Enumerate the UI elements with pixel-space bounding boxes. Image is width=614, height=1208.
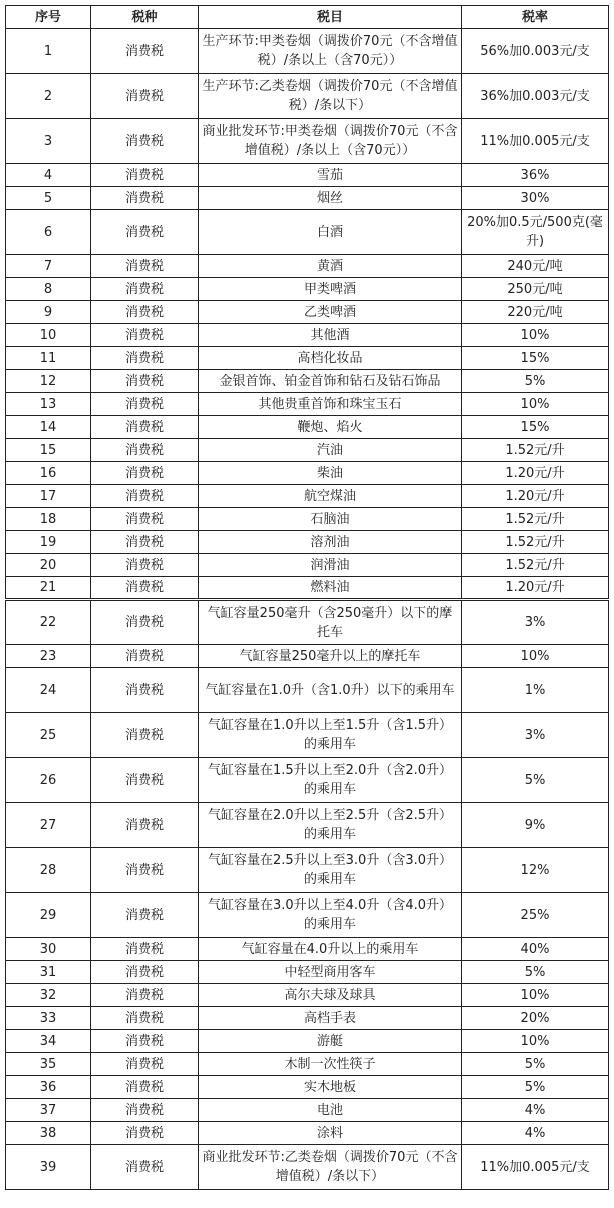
- tax-rate-cell: 20%: [462, 1007, 609, 1030]
- tax-type-cell: 消费税: [91, 848, 199, 893]
- tax-rate-cell: 10%: [462, 984, 609, 1007]
- table-row: [6, 1007, 609, 1030]
- row-number-cell: 9: [6, 301, 91, 324]
- tax-item-cell: 其他酒: [199, 324, 462, 347]
- tax-rate-cell: 220元/吨: [462, 301, 609, 324]
- tax-rate-cell: 15%: [462, 416, 609, 439]
- table-row: [6, 577, 609, 600]
- table-row: [6, 187, 609, 210]
- table-body: [6, 29, 609, 1190]
- table-row: [6, 1122, 609, 1145]
- row-number-cell: 32: [6, 984, 91, 1007]
- tax-rate-cell: 36%加0.003元/支: [462, 74, 609, 119]
- tax-type-cell: 消费税: [91, 1030, 199, 1053]
- tax-rate-cell: 10%: [462, 1030, 609, 1053]
- row-number-cell: 37: [6, 1099, 91, 1122]
- table-row: [6, 462, 609, 485]
- row-number-cell: 13: [6, 393, 91, 416]
- row-number-cell: 11: [6, 347, 91, 370]
- tax-type-cell: 消费税: [91, 119, 199, 164]
- tax-item-cell: 润滑油: [199, 554, 462, 577]
- tax-item-cell: 汽油: [199, 439, 462, 462]
- table-row: [6, 713, 609, 758]
- row-number-cell: 10: [6, 324, 91, 347]
- tax-rate-cell: 56%加0.003元/支: [462, 29, 609, 74]
- tax-type-cell: 消费税: [91, 1053, 199, 1076]
- row-number-cell: 7: [6, 255, 91, 278]
- tax-type-cell: 消费税: [91, 713, 199, 758]
- tax-type-cell: 消费税: [91, 803, 199, 848]
- tax-item-cell: 其他贵重首饰和珠宝玉石: [199, 393, 462, 416]
- tax-item-cell: 燃料油: [199, 577, 462, 600]
- tax-item-cell: 气缸容量在2.0升以上至2.5升（含2.5升）的乘用车: [199, 803, 462, 848]
- table-row: [6, 645, 609, 668]
- tax-type-cell: 消费税: [91, 758, 199, 803]
- tax-item-cell: 高档化妆品: [199, 347, 462, 370]
- tax-item-cell: 雪茄: [199, 164, 462, 187]
- table-row: [6, 668, 609, 713]
- tax-type-cell: 消费税: [91, 301, 199, 324]
- tax-rate-cell: 1%: [462, 668, 609, 713]
- tax-type-cell: 消费税: [91, 210, 199, 255]
- row-number-cell: 14: [6, 416, 91, 439]
- tax-item-cell: 石脑油: [199, 508, 462, 531]
- table-row: [6, 324, 609, 347]
- tax-item-cell: 气缸容量250毫升（含250毫升）以下的摩托车: [199, 600, 462, 645]
- tax-rate-cell: 4%: [462, 1099, 609, 1122]
- tax-type-cell: 消费税: [91, 74, 199, 119]
- table-row: [6, 210, 609, 255]
- consumption-tax-table: [5, 5, 609, 1190]
- table-row: [6, 1099, 609, 1122]
- tax-item-cell: 烟丝: [199, 187, 462, 210]
- row-number-cell: 18: [6, 508, 91, 531]
- tax-item-cell: 中轻型商用客车: [199, 961, 462, 984]
- tax-type-cell: 消费税: [91, 324, 199, 347]
- row-number-cell: 38: [6, 1122, 91, 1145]
- table-row: [6, 255, 609, 278]
- tax-item-cell: 溶剂油: [199, 531, 462, 554]
- tax-rate-cell: 10%: [462, 324, 609, 347]
- tax-type-cell: 消费税: [91, 1007, 199, 1030]
- table-row: [6, 74, 609, 119]
- tax-item-cell: 高尔夫球及球具: [199, 984, 462, 1007]
- tax-rate-cell: 3%: [462, 713, 609, 758]
- tax-type-cell: 消费税: [91, 485, 199, 508]
- tax-type-cell: 消费税: [91, 893, 199, 938]
- row-number-cell: 17: [6, 485, 91, 508]
- tax-rate-cell: 15%: [462, 347, 609, 370]
- tax-rate-cell: 40%: [462, 938, 609, 961]
- tax-type-cell: 消费税: [91, 668, 199, 713]
- tax-type-cell: 消费税: [91, 439, 199, 462]
- tax-rate-cell: 25%: [462, 893, 609, 938]
- tax-rate-cell: 10%: [462, 645, 609, 668]
- tax-rate-cell: 11%加0.005元/支: [462, 1145, 609, 1190]
- tax-item-cell: 甲类啤酒: [199, 278, 462, 301]
- tax-rate-cell: 3%: [462, 600, 609, 645]
- tax-rate-cell: 1.52元/升: [462, 508, 609, 531]
- table-row: [6, 301, 609, 324]
- header-row: [6, 6, 609, 29]
- table-row: [6, 370, 609, 393]
- tax-item-cell: 气缸容量在4.0升以上的乘用车: [199, 938, 462, 961]
- row-number-cell: 15: [6, 439, 91, 462]
- tax-type-cell: 消费税: [91, 370, 199, 393]
- row-number-cell: 28: [6, 848, 91, 893]
- row-number-cell: 24: [6, 668, 91, 713]
- row-number-cell: 36: [6, 1076, 91, 1099]
- tax-type-cell: 消费税: [91, 462, 199, 485]
- tax-rate-cell: 36%: [462, 164, 609, 187]
- row-number-cell: 25: [6, 713, 91, 758]
- tax-type-cell: 消费税: [91, 29, 199, 74]
- row-number-cell: 35: [6, 1053, 91, 1076]
- table-row: [6, 164, 609, 187]
- tax-item-cell: 游艇: [199, 1030, 462, 1053]
- tax-rate-cell: 9%: [462, 803, 609, 848]
- tax-type-cell: 消费税: [91, 393, 199, 416]
- tax-rate-cell: 1.20元/升: [462, 485, 609, 508]
- table-row: [6, 119, 609, 164]
- tax-item-cell: 金银首饰、铂金首饰和钻石及钻石饰品: [199, 370, 462, 393]
- tax-rate-cell: 1.52元/升: [462, 439, 609, 462]
- tax-item-cell: 白酒: [199, 210, 462, 255]
- row-number-cell: 39: [6, 1145, 91, 1190]
- tax-item-cell: 实木地板: [199, 1076, 462, 1099]
- table-row: [6, 848, 609, 893]
- row-number-cell: 30: [6, 938, 91, 961]
- table-row: [6, 554, 609, 577]
- row-number-cell: 26: [6, 758, 91, 803]
- tax-item-cell: 木制一次性筷子: [199, 1053, 462, 1076]
- row-number-cell: 4: [6, 164, 91, 187]
- tax-type-cell: 消费税: [91, 164, 199, 187]
- table-row: [6, 508, 609, 531]
- row-number-cell: 8: [6, 278, 91, 301]
- tax-item-cell: 高档手表: [199, 1007, 462, 1030]
- table-row: [6, 393, 609, 416]
- tax-item-cell: 气缸容量250毫升以上的摩托车: [199, 645, 462, 668]
- tax-item-cell: 航空煤油: [199, 485, 462, 508]
- row-number-cell: 12: [6, 370, 91, 393]
- tax-item-cell: 气缸容量在2.5升以上至3.0升（含3.0升）的乘用车: [199, 848, 462, 893]
- tax-rate-cell: 240元/吨: [462, 255, 609, 278]
- table-row: [6, 1030, 609, 1053]
- table-row: [6, 938, 609, 961]
- tax-item-cell: 生产环节:乙类卷烟（调拨价70元（不含增值税）/条以下）: [199, 74, 462, 119]
- table-row: [6, 278, 609, 301]
- table-row: [6, 600, 609, 645]
- tax-item-cell: 生产环节:甲类卷烟（调拨价70元（不含增值税）/条以上（含70元））: [199, 29, 462, 74]
- tax-type-cell: 消费税: [91, 645, 199, 668]
- table-row: [6, 439, 609, 462]
- table-row: [6, 1145, 609, 1190]
- tax-type-cell: 消费税: [91, 278, 199, 301]
- tax-item-cell: 气缸容量在1.0升（含1.0升）以下的乘用车: [199, 668, 462, 713]
- tax-rate-cell: 12%: [462, 848, 609, 893]
- row-number-cell: 22: [6, 600, 91, 645]
- header-no: 序号: [6, 6, 91, 29]
- tax-type-cell: 消费税: [91, 1145, 199, 1190]
- row-number-cell: 5: [6, 187, 91, 210]
- tax-rate-cell: 30%: [462, 187, 609, 210]
- tax-item-cell: 商业批发环节:乙类卷烟（调拨价70元（不含增值税）/条以下）: [199, 1145, 462, 1190]
- tax-item-cell: 气缸容量在1.5升以上至2.0升（含2.0升）的乘用车: [199, 758, 462, 803]
- table-row: [6, 803, 609, 848]
- table-row: [6, 1053, 609, 1076]
- row-number-cell: 33: [6, 1007, 91, 1030]
- tax-type-cell: 消费税: [91, 255, 199, 278]
- table-row: [6, 1076, 609, 1099]
- tax-type-cell: 消费税: [91, 187, 199, 210]
- tax-item-cell: 电池: [199, 1099, 462, 1122]
- row-number-cell: 16: [6, 462, 91, 485]
- tax-type-cell: 消费税: [91, 600, 199, 645]
- tax-item-cell: 气缸容量在1.0升以上至1.5升（含1.5升）的乘用车: [199, 713, 462, 758]
- header-tax-item: 税目: [199, 6, 462, 29]
- table-header: [6, 6, 609, 29]
- table-row: [6, 29, 609, 74]
- header-tax-rate: 税率: [462, 6, 609, 29]
- tax-rate-cell: 10%: [462, 393, 609, 416]
- tax-type-cell: 消费税: [91, 416, 199, 439]
- tax-type-cell: 消费税: [91, 1076, 199, 1099]
- tax-type-cell: 消费税: [91, 531, 199, 554]
- tax-rate-cell: 5%: [462, 370, 609, 393]
- row-number-cell: 23: [6, 645, 91, 668]
- row-number-cell: 2: [6, 74, 91, 119]
- row-number-cell: 1: [6, 29, 91, 74]
- tax-rate-cell: 5%: [462, 1076, 609, 1099]
- table-row: [6, 531, 609, 554]
- tax-type-cell: 消费税: [91, 554, 199, 577]
- header-tax-type: 税种: [91, 6, 199, 29]
- tax-rate-cell: 11%加0.005元/支: [462, 119, 609, 164]
- row-number-cell: 27: [6, 803, 91, 848]
- tax-rate-cell: 1.20元/升: [462, 577, 609, 600]
- table-row: [6, 485, 609, 508]
- tax-rate-cell: 1.52元/升: [462, 531, 609, 554]
- tax-type-cell: 消费税: [91, 938, 199, 961]
- tax-rate-cell: 5%: [462, 1053, 609, 1076]
- tax-rate-cell: 5%: [462, 758, 609, 803]
- table-row: [6, 984, 609, 1007]
- tax-item-cell: 鞭炮、焰火: [199, 416, 462, 439]
- table-row: [6, 416, 609, 439]
- row-number-cell: 34: [6, 1030, 91, 1053]
- row-number-cell: 20: [6, 554, 91, 577]
- table-row: [6, 758, 609, 803]
- tax-item-cell: 柴油: [199, 462, 462, 485]
- tax-item-cell: 黄酒: [199, 255, 462, 278]
- tax-type-cell: 消费税: [91, 1122, 199, 1145]
- tax-rate-cell: 250元/吨: [462, 278, 609, 301]
- tax-item-cell: 涂料: [199, 1122, 462, 1145]
- tax-type-cell: 消费税: [91, 508, 199, 531]
- tax-type-cell: 消费税: [91, 347, 199, 370]
- row-number-cell: 3: [6, 119, 91, 164]
- tax-type-cell: 消费税: [91, 984, 199, 1007]
- row-number-cell: 21: [6, 577, 91, 600]
- table-row: [6, 961, 609, 984]
- table-row: [6, 347, 609, 370]
- tax-type-cell: 消费税: [91, 577, 199, 600]
- tax-rate-cell: 20%加0.5元/500克(毫升): [462, 210, 609, 255]
- tax-item-cell: 商业批发环节:甲类卷烟（调拨价70元（不含增值税）/条以上（含70元））: [199, 119, 462, 164]
- row-number-cell: 31: [6, 961, 91, 984]
- row-number-cell: 19: [6, 531, 91, 554]
- tax-rate-cell: 1.52元/升: [462, 554, 609, 577]
- tax-item-cell: 乙类啤酒: [199, 301, 462, 324]
- tax-type-cell: 消费税: [91, 961, 199, 984]
- row-number-cell: 6: [6, 210, 91, 255]
- tax-rate-cell: 4%: [462, 1122, 609, 1145]
- tax-rate-cell: 1.20元/升: [462, 462, 609, 485]
- tax-item-cell: 气缸容量在3.0升以上至4.0升（含4.0升）的乘用车: [199, 893, 462, 938]
- row-number-cell: 29: [6, 893, 91, 938]
- table-row: [6, 893, 609, 938]
- tax-rate-cell: 5%: [462, 961, 609, 984]
- tax-type-cell: 消费税: [91, 1099, 199, 1122]
